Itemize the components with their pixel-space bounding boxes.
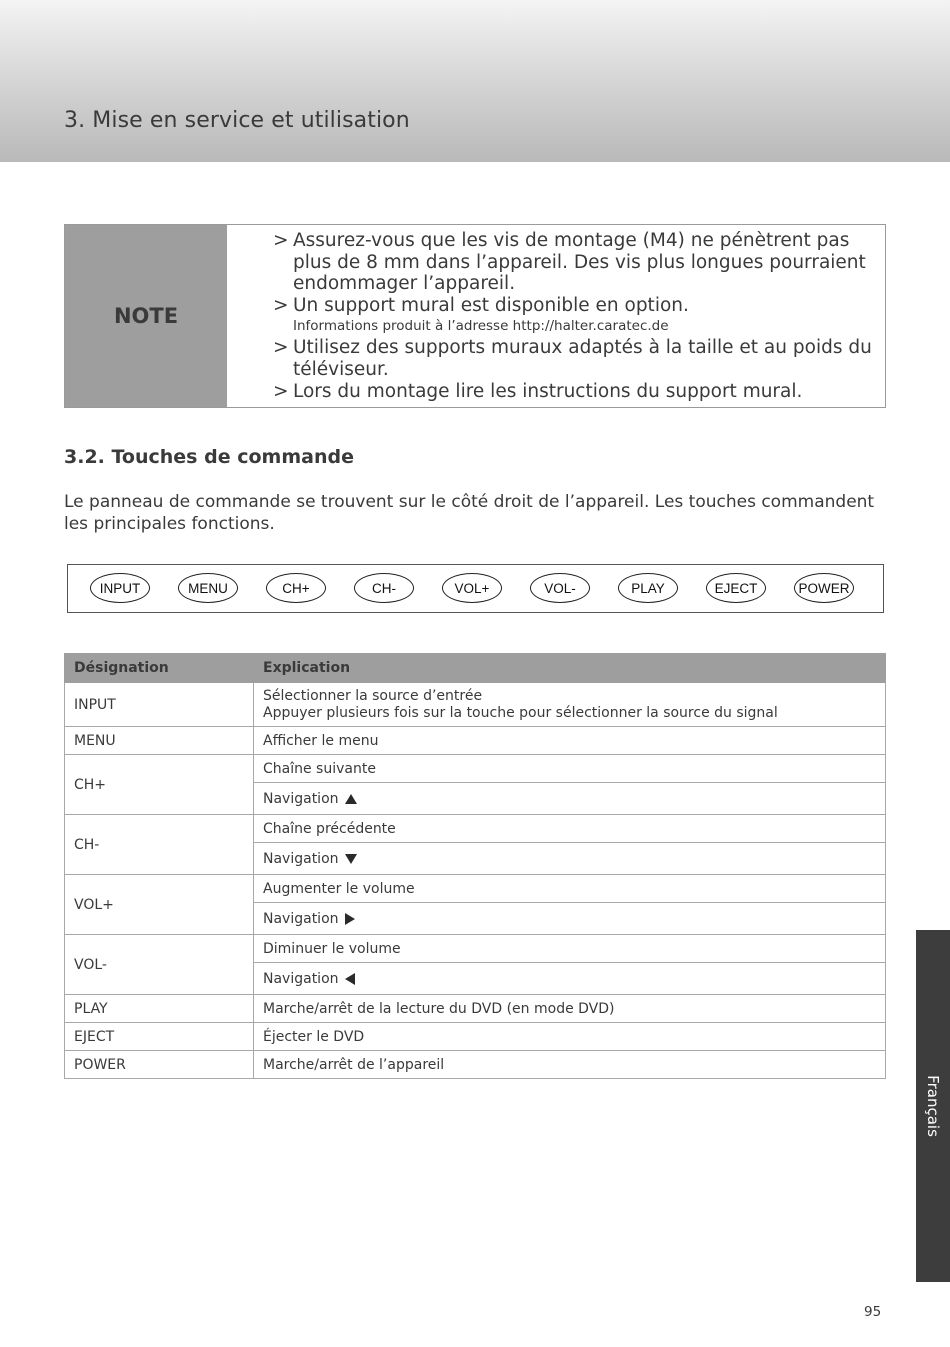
note-bullet: > [273,337,289,359]
explication-cell: Marche/arrêt de l’appareil [254,1051,886,1079]
explication-cell [254,783,886,815]
section-intro: Le panneau de commande se trouvent sur le côté droit de l’appareil. Les touches commandent les principales fonctions. [64,492,875,534]
note-item-text: Lors du montage lire les instructions du support mural. [293,380,803,402]
column-header-designation: Désignation [65,654,254,683]
note-item [273,230,885,295]
navigation-label: Navigation [263,850,339,867]
designation-cell: EJECT [65,1023,254,1051]
triangle-up-icon [345,794,357,804]
note-item [273,295,885,317]
panel-button-play: PLAY [618,573,678,603]
explication-cell: Afficher le menu [254,727,886,755]
explication-cell: Diminuer le volume [254,935,886,963]
designation-cell: CH+ [65,755,254,815]
note-item [273,337,885,380]
page-title: 3. Mise en service et utilisation [64,108,410,133]
navigation-label: Navigation [263,790,339,807]
explication-cell: Éjecter le DVD [254,1023,886,1051]
designation-cell: MENU [65,727,254,755]
note-bullet: > [273,230,289,251]
triangle-left-icon [345,973,355,985]
table-row [65,683,886,727]
page-number: 95 [864,1304,882,1320]
navigation-label: Navigation [263,970,339,987]
table-row [65,755,886,783]
panel-button-ch-minus: CH- [354,573,414,603]
designation-cell: VOL- [65,935,254,995]
note-label-cell [65,225,227,407]
designation-cell: CH- [65,815,254,875]
panel-button-eject: EJECT [706,573,766,603]
table-row [65,727,886,755]
explication-cell: Marche/arrêt de la lecture du DVD (en mode DVD) [254,995,886,1023]
explication-cell: Augmenter le volume [254,875,886,903]
table-row [65,995,886,1023]
table-row [65,815,886,843]
explication-cell [254,963,886,995]
navigation-label: Navigation [263,910,339,927]
explication-cell: Chaîne suivante [254,755,886,783]
explication-cell [254,843,886,875]
designation-cell: PLAY [65,995,254,1023]
designation-cell: VOL+ [65,875,254,935]
note-item [273,381,885,403]
panel-button-menu: MENU [178,573,238,603]
triangle-right-icon [345,913,355,925]
column-header-explication: Explication [254,654,886,683]
table-row [65,875,886,903]
table-row [65,1051,886,1079]
note-content [227,225,885,407]
explication-cell: Chaîne précédente [254,815,886,843]
table-row [65,935,886,963]
triangle-down-icon [345,854,357,864]
explication-line: Appuyer plusieurs fois sur la touche pour sélectionner la source du signal [263,704,778,721]
panel-button-ch-plus: CH+ [266,573,326,603]
table-row [65,1023,886,1051]
note-item-text: Utilisez des supports muraux adaptés à la taille et au poids du téléviseur. [293,337,872,380]
note-bullet: > [273,294,289,316]
language-side-tab [916,930,950,1282]
note-item-subtext: Informations produit à l’adresse http://halter.caratec.de [293,318,669,335]
explication-cell [254,903,886,935]
table-header-row [65,654,886,683]
controls-table [64,653,886,1079]
header-band [0,0,950,162]
section-title: 3.2. Touches de commande [64,446,354,468]
panel-button-vol-minus: VOL- [530,573,590,603]
panel-button-input: INPUT [90,573,150,603]
panel-button-power: POWER [794,573,854,603]
note-bullet: > [273,380,289,402]
control-panel-diagram [67,564,884,613]
explication-cell [254,683,886,727]
note-item-text: Un support mural est disponible en option. [293,294,689,316]
note-label: NOTE [113,304,179,328]
panel-button-vol-plus: VOL+ [442,573,502,603]
note-box [64,224,886,408]
designation-cell: INPUT [65,683,254,727]
language-label: Français [924,1075,942,1137]
note-item-text: Assurez-vous que les vis de montage (M4) ne pénètrent pas plus de 8 mm dans l’appareil. Des vis plus longues pourraient endommager l’appareil. [293,230,866,295]
explication-line: Sélectionner la source d’entrée [263,687,483,704]
designation-cell: POWER [65,1051,254,1079]
